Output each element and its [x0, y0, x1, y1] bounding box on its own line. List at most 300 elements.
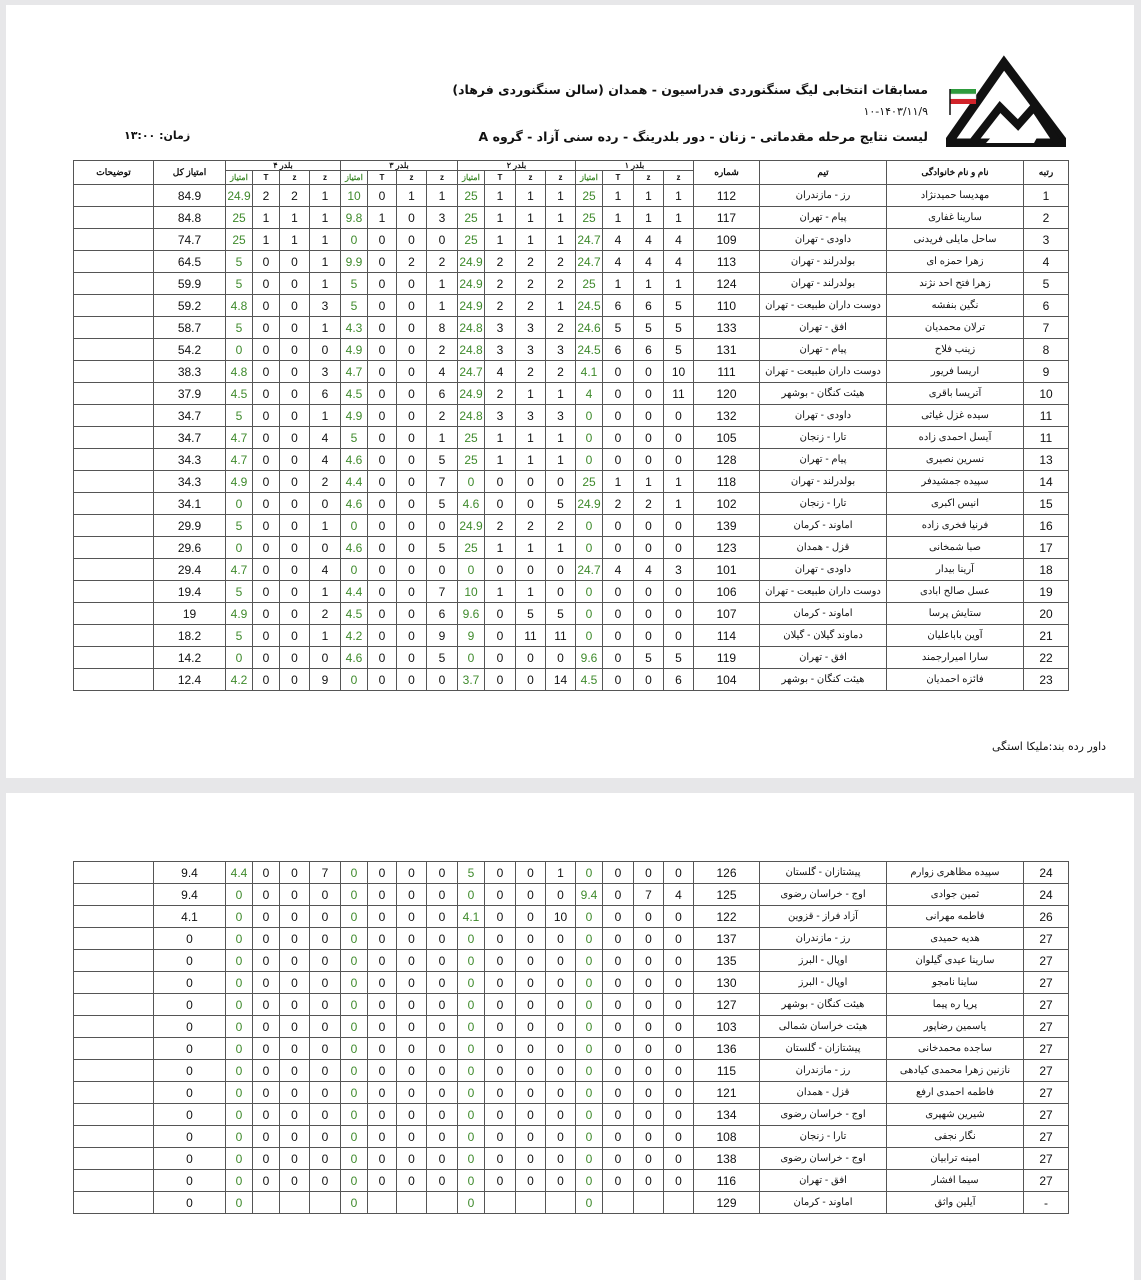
cell-b1-z: 0	[634, 972, 664, 994]
cell-number: 121	[694, 1082, 760, 1104]
cell-b1-z-attempts: 4	[664, 229, 694, 251]
cell-b4-z: 0	[280, 339, 310, 361]
cell-b2-score: 24.9	[458, 251, 485, 273]
cell-b2-t: 0	[485, 1082, 516, 1104]
cell-b1-z: 6	[634, 339, 664, 361]
cell-b3-z-attempts: 0	[427, 1060, 458, 1082]
cell-b2-z-attempts: 1	[546, 295, 576, 317]
cell-b2-z: 0	[516, 862, 546, 884]
cell-b4-t: 0	[253, 950, 280, 972]
cell-b4-z: 0	[280, 537, 310, 559]
cell-b2-z: 0	[516, 1016, 546, 1038]
cell-rank: 27	[1024, 1038, 1069, 1060]
cell-b1-z: 0	[634, 669, 664, 691]
cell-team: اوج - خراسان رضوی	[760, 1104, 887, 1126]
cell-b1-z-attempts: 0	[664, 625, 694, 647]
header-sub: امتیاز	[226, 171, 253, 185]
cell-b3-z: 0	[397, 317, 427, 339]
cell-b3-z-attempts: 7	[427, 581, 458, 603]
cell-b1-score: 0	[576, 1104, 603, 1126]
cell-total: 4.1	[154, 906, 226, 928]
cell-b4-t: 0	[253, 273, 280, 295]
cell-notes	[74, 295, 154, 317]
cell-b3-score: 0	[341, 1126, 368, 1148]
cell-b3-score: 10	[341, 185, 368, 207]
cell-b3-score: 0	[341, 1082, 368, 1104]
cell-b2-t: 0	[485, 471, 516, 493]
table-header-row	[74, 161, 1069, 171]
cell-b4-score: 0	[226, 1170, 253, 1192]
cell-b3-z: 0	[397, 1170, 427, 1192]
header-sub: امتیاز	[458, 171, 485, 185]
table-row	[74, 1104, 1069, 1126]
cell-b4-score: 4.9	[226, 603, 253, 625]
cell-b3-z-attempts: 1	[427, 295, 458, 317]
cell-b3-score: 0	[341, 229, 368, 251]
cell-b3-t: 0	[368, 317, 397, 339]
cell-total: 19.4	[154, 581, 226, 603]
cell-b1-t: 0	[603, 950, 634, 972]
cell-b3-z: 0	[397, 405, 427, 427]
cell-b1-z: 0	[634, 906, 664, 928]
cell-team: افق - تهران	[760, 317, 887, 339]
cell-b2-z-attempts: 1	[546, 537, 576, 559]
cell-b3-score: 0	[341, 972, 368, 994]
cell-b4-t: 0	[253, 994, 280, 1016]
cell-b2-z-attempts: 1	[546, 185, 576, 207]
cell-b3-z-attempts: 0	[427, 1170, 458, 1192]
cell-rank: 27	[1024, 972, 1069, 994]
cell-rank: 27	[1024, 1148, 1069, 1170]
cell-b3-score: 4.6	[341, 537, 368, 559]
table-row	[74, 515, 1069, 537]
cell-b1-t: 0	[603, 972, 634, 994]
cell-team: قزل - همدان	[760, 537, 887, 559]
cell-b1-z-attempts	[664, 1192, 694, 1214]
cell-b1-z-attempts: 3	[664, 559, 694, 581]
cell-b3-z-attempts: 0	[427, 669, 458, 691]
cell-b3-z: 0	[397, 449, 427, 471]
cell-number: 113	[694, 251, 760, 273]
cell-b1-z: 0	[634, 449, 664, 471]
cell-b1-score: 25	[576, 273, 603, 295]
cell-number: 122	[694, 906, 760, 928]
cell-b2-z: 0	[516, 669, 546, 691]
cell-b1-t: 0	[603, 647, 634, 669]
cell-b1-score: 0	[576, 862, 603, 884]
cell-b4-t: 0	[253, 1016, 280, 1038]
cell-b1-z-attempts: 11	[664, 383, 694, 405]
cell-b4-z-attempts: 0	[310, 537, 341, 559]
cell-b4-z-attempts: 0	[310, 1038, 341, 1060]
cell-b2-z: 0	[516, 1170, 546, 1192]
cell-rank: 5	[1024, 273, 1069, 295]
cell-b1-score: 24.7	[576, 251, 603, 273]
cell-name: سپیده جمشیدفر	[887, 471, 1024, 493]
cell-b4-score: 4.8	[226, 361, 253, 383]
cell-b3-score: 4.7	[341, 361, 368, 383]
cell-b3-t: 0	[368, 1082, 397, 1104]
cell-b1-t: 0	[603, 1038, 634, 1060]
page-title: مسابقات انتخابی لیگ سنگنوردی فدراسیون - همدان (سالن سنگنوردی فرهاد)	[452, 82, 928, 97]
cell-b1-z-attempts: 0	[664, 1038, 694, 1060]
cell-b2-z-attempts: 0	[546, 1126, 576, 1148]
cell-total: 34.3	[154, 471, 226, 493]
cell-team: قزل - همدان	[760, 1082, 887, 1104]
cell-b3-score: 4.2	[341, 625, 368, 647]
cell-b1-z-attempts: 0	[664, 972, 694, 994]
cell-b4-score: 0	[226, 1126, 253, 1148]
cell-number: 130	[694, 972, 760, 994]
cell-b4-score: 0	[226, 994, 253, 1016]
cell-b1-t: 0	[603, 669, 634, 691]
cell-number: 104	[694, 669, 760, 691]
header-sub: z	[546, 171, 576, 185]
cell-b4-z: 0	[280, 1060, 310, 1082]
cell-b2-z-attempts: 0	[546, 1082, 576, 1104]
cell-b1-t: 0	[603, 625, 634, 647]
cell-b3-score: 0	[341, 559, 368, 581]
cell-name: ترلان محمدیان	[887, 317, 1024, 339]
cell-b4-score: 4.2	[226, 669, 253, 691]
event-date: ۱۰-۱۴۰۳/۱۱/۹	[863, 105, 928, 118]
cell-b3-z-attempts: 0	[427, 515, 458, 537]
cell-b2-z-attempts: 14	[546, 669, 576, 691]
cell-number: 134	[694, 1104, 760, 1126]
cell-b3-t: 0	[368, 950, 397, 972]
cell-b2-t: 0	[485, 950, 516, 972]
cell-b2-score: 25	[458, 537, 485, 559]
cell-number: 101	[694, 559, 760, 581]
cell-b4-t: 0	[253, 537, 280, 559]
cell-b2-score: 0	[458, 1126, 485, 1148]
cell-team: هیئت کنگان - بوشهر	[760, 383, 887, 405]
cell-b1-z: 0	[634, 515, 664, 537]
cell-b3-z: 0	[397, 581, 427, 603]
cell-b2-z-attempts: 1	[546, 383, 576, 405]
cell-b2-score: 0	[458, 1148, 485, 1170]
cell-b3-z-attempts: 9	[427, 625, 458, 647]
cell-b4-z: 0	[280, 295, 310, 317]
cell-total: 74.7	[154, 229, 226, 251]
cell-b3-t: 0	[368, 1148, 397, 1170]
cell-b3-t: 0	[368, 581, 397, 603]
cell-name: ساجده محمدخانی	[887, 1038, 1024, 1060]
cell-rank: 8	[1024, 339, 1069, 361]
cell-b2-z: 11	[516, 625, 546, 647]
cell-b4-t: 1	[253, 207, 280, 229]
cell-b4-z-attempts: 7	[310, 862, 341, 884]
header-number: شماره	[694, 161, 760, 185]
cell-b1-score: 0	[576, 928, 603, 950]
cell-b1-t: 1	[603, 273, 634, 295]
cell-b1-score: 0	[576, 581, 603, 603]
cell-notes	[74, 515, 154, 537]
cell-b2-z: 0	[516, 471, 546, 493]
cell-b3-z-attempts: 0	[427, 559, 458, 581]
cell-b1-score: 0	[576, 950, 603, 972]
cell-b4-score: 0	[226, 884, 253, 906]
cell-b2-t: 0	[485, 603, 516, 625]
cell-b1-z: 0	[634, 603, 664, 625]
cell-name: نسرین نصیری	[887, 449, 1024, 471]
cell-b2-t: 3	[485, 339, 516, 361]
cell-b2-z-attempts: 1	[546, 207, 576, 229]
table-row	[74, 669, 1069, 691]
cell-b4-score: 0	[226, 1060, 253, 1082]
cell-b2-z: 1	[516, 537, 546, 559]
cell-b3-z-attempts: 1	[427, 427, 458, 449]
cell-b3-t: 0	[368, 251, 397, 273]
cell-b2-score: 0	[458, 928, 485, 950]
cell-rank: 27	[1024, 928, 1069, 950]
cell-b2-z: 2	[516, 361, 546, 383]
cell-b4-z-attempts: 0	[310, 647, 341, 669]
cell-b2-score: 0	[458, 1060, 485, 1082]
cell-number: 111	[694, 361, 760, 383]
cell-b1-z-attempts: 0	[664, 906, 694, 928]
cell-b3-z: 0	[397, 669, 427, 691]
cell-team: بولدرلند - تهران	[760, 273, 887, 295]
cell-team: رز - مازندران	[760, 1060, 887, 1082]
cell-number: 105	[694, 427, 760, 449]
cell-notes	[74, 207, 154, 229]
table-row	[74, 251, 1069, 273]
cell-b1-t: 0	[603, 427, 634, 449]
cell-b2-z-attempts: 0	[546, 1038, 576, 1060]
cell-b3-t: 0	[368, 361, 397, 383]
cell-b4-score: 0	[226, 339, 253, 361]
cell-rank: 17	[1024, 537, 1069, 559]
cell-team: بولدرلند - تهران	[760, 471, 887, 493]
table-row	[74, 1016, 1069, 1038]
cell-b1-z-attempts: 1	[664, 273, 694, 295]
cell-b4-score: 0	[226, 972, 253, 994]
cell-b3-score: 4.6	[341, 493, 368, 515]
cell-total: 18.2	[154, 625, 226, 647]
cell-team: آزاد فراز - قزوین	[760, 906, 887, 928]
cell-b4-z-attempts: 9	[310, 669, 341, 691]
cell-team: رز - مازندران	[760, 185, 887, 207]
cell-b2-z: 0	[516, 906, 546, 928]
cell-notes	[74, 317, 154, 339]
cell-b2-t: 0	[485, 1060, 516, 1082]
cell-notes	[74, 339, 154, 361]
cell-team: اوج - خراسان رضوی	[760, 1148, 887, 1170]
cell-total: 29.9	[154, 515, 226, 537]
cell-b2-z-attempts: 0	[546, 950, 576, 972]
cell-notes	[74, 361, 154, 383]
cell-b2-score: 0	[458, 559, 485, 581]
cell-b4-z-attempts: 6	[310, 383, 341, 405]
cell-b4-z: 0	[280, 603, 310, 625]
cell-b3-t: 0	[368, 229, 397, 251]
cell-b1-t: 0	[603, 1126, 634, 1148]
cell-b1-t: 0	[603, 405, 634, 427]
cell-notes	[74, 559, 154, 581]
cell-b1-score: 24.9	[576, 493, 603, 515]
cell-b4-z-attempts: 0	[310, 493, 341, 515]
cell-b3-score: 4.6	[341, 647, 368, 669]
table-row	[74, 1126, 1069, 1148]
cell-b4-z-attempts: 1	[310, 207, 341, 229]
cell-number: 123	[694, 537, 760, 559]
cell-b3-t: 0	[368, 1104, 397, 1126]
cell-b3-z-attempts: 0	[427, 1126, 458, 1148]
cell-b4-z-attempts: 0	[310, 1126, 341, 1148]
cell-b2-t: 0	[485, 669, 516, 691]
cell-team: دماوند گیلان - گیلان	[760, 625, 887, 647]
cell-b1-score: 24.6	[576, 317, 603, 339]
cell-b1-score: 25	[576, 207, 603, 229]
cell-b4-score: 5	[226, 515, 253, 537]
cell-number: 132	[694, 405, 760, 427]
cell-b3-z-attempts	[427, 1192, 458, 1214]
cell-total: 34.7	[154, 405, 226, 427]
cell-b3-score: 0	[341, 994, 368, 1016]
cell-b1-z: 0	[634, 537, 664, 559]
cell-team: دوست داران طبیعت - تهران	[760, 361, 887, 383]
cell-team: اوپال - البرز	[760, 950, 887, 972]
cell-b1-z-attempts: 5	[664, 647, 694, 669]
cell-rank: 18	[1024, 559, 1069, 581]
cell-rank: 27	[1024, 1016, 1069, 1038]
cell-notes	[74, 185, 154, 207]
cell-b1-z: 5	[634, 317, 664, 339]
cell-b3-score: 4.5	[341, 383, 368, 405]
cell-b4-t: 0	[253, 1082, 280, 1104]
cell-number: 138	[694, 1148, 760, 1170]
cell-number: 133	[694, 317, 760, 339]
cell-b3-score: 0	[341, 1192, 368, 1214]
cell-b3-z-attempts: 5	[427, 449, 458, 471]
cell-b1-t: 0	[603, 1082, 634, 1104]
cell-b4-z: 0	[280, 427, 310, 449]
cell-b3-z-attempts: 0	[427, 862, 458, 884]
cell-name: فائزه احمدیان	[887, 669, 1024, 691]
cell-b1-score: 0	[576, 449, 603, 471]
cell-b2-z: 0	[516, 884, 546, 906]
cell-b4-z: 0	[280, 950, 310, 972]
cell-b3-z: 0	[397, 906, 427, 928]
cell-b3-t: 0	[368, 669, 397, 691]
cell-b3-z-attempts: 5	[427, 537, 458, 559]
cell-name: سیما افشار	[887, 1170, 1024, 1192]
cell-b3-z: 0	[397, 427, 427, 449]
cell-b3-z-attempts: 0	[427, 1016, 458, 1038]
cell-name: مهدیسا حمیدنژاد	[887, 185, 1024, 207]
cell-b2-score: 0	[458, 1038, 485, 1060]
cell-number: 110	[694, 295, 760, 317]
cell-b3-z-attempts: 0	[427, 972, 458, 994]
cell-b3-z: 0	[397, 972, 427, 994]
cell-total: 84.9	[154, 185, 226, 207]
cell-rank: 27	[1024, 1060, 1069, 1082]
cell-name: فاطمه مهرانی	[887, 906, 1024, 928]
cell-b1-t: 0	[603, 537, 634, 559]
cell-b2-score: 24.7	[458, 361, 485, 383]
cell-b4-z: 0	[280, 1082, 310, 1104]
cell-b1-score: 0	[576, 603, 603, 625]
cell-b2-t: 0	[485, 862, 516, 884]
table-row	[74, 1038, 1069, 1060]
cell-number: 107	[694, 603, 760, 625]
cell-name: فاطمه احمدی ارفع	[887, 1082, 1024, 1104]
cell-b2-t: 1	[485, 581, 516, 603]
cell-notes	[74, 1148, 154, 1170]
cell-name: سپیده مظاهری زوارم	[887, 862, 1024, 884]
cell-b2-z-attempts: 0	[546, 471, 576, 493]
cell-b1-z: 0	[634, 1016, 664, 1038]
cell-number: 127	[694, 994, 760, 1016]
cell-b3-score: 5	[341, 427, 368, 449]
cell-b2-z-attempts: 0	[546, 1104, 576, 1126]
cell-b2-score: 25	[458, 427, 485, 449]
cell-name: یاسمین رضاپور	[887, 1016, 1024, 1038]
cell-b3-score: 0	[341, 1104, 368, 1126]
cell-notes	[74, 862, 154, 884]
cell-b4-z-attempts: 4	[310, 427, 341, 449]
cell-b3-z-attempts: 0	[427, 1148, 458, 1170]
cell-b1-z-attempts: 0	[664, 1082, 694, 1104]
cell-b2-z: 2	[516, 273, 546, 295]
cell-b4-z: 0	[280, 647, 310, 669]
cell-team: تارا - زنجان	[760, 1126, 887, 1148]
cell-total: 0	[154, 1104, 226, 1126]
cell-b3-z: 0	[397, 361, 427, 383]
cell-b4-z-attempts: 3	[310, 361, 341, 383]
cell-b1-score: 0	[576, 405, 603, 427]
cell-b2-t: 4	[485, 361, 516, 383]
cell-b2-z: 1	[516, 207, 546, 229]
header-notes: توضیحات	[74, 161, 154, 185]
header-name: نام و نام خانوادگی	[887, 161, 1024, 185]
cell-b1-score: 24.5	[576, 339, 603, 361]
cell-b3-z-attempts: 1	[427, 185, 458, 207]
cell-total: 84.8	[154, 207, 226, 229]
cell-b2-z-attempts: 11	[546, 625, 576, 647]
cell-name: عسل صالح ابادی	[887, 581, 1024, 603]
cell-b1-z-attempts: 0	[664, 427, 694, 449]
cell-b4-score: 4.9	[226, 471, 253, 493]
cell-b1-z: 0	[634, 405, 664, 427]
table-row	[74, 1060, 1069, 1082]
cell-b3-score: 0	[341, 1170, 368, 1192]
cell-b3-z-attempts: 2	[427, 405, 458, 427]
cell-name: سیده غزل غیاثی	[887, 405, 1024, 427]
cell-total: 38.3	[154, 361, 226, 383]
table-row	[74, 647, 1069, 669]
cell-b3-t: 0	[368, 1016, 397, 1038]
cell-b4-z: 0	[280, 1038, 310, 1060]
cell-b2-score: 0	[458, 994, 485, 1016]
cell-b3-t: 0	[368, 295, 397, 317]
cell-b2-t: 0	[485, 625, 516, 647]
cell-b1-score: 0	[576, 427, 603, 449]
cell-b3-t	[368, 1192, 397, 1214]
table-row	[74, 559, 1069, 581]
cell-b4-z: 0	[280, 449, 310, 471]
cell-b2-score: 3.7	[458, 669, 485, 691]
cell-b1-z: 0	[634, 928, 664, 950]
cell-b4-z-attempts: 0	[310, 1060, 341, 1082]
cell-b4-z-attempts: 1	[310, 317, 341, 339]
results-table-continued	[73, 861, 1069, 1214]
cell-total: 64.5	[154, 251, 226, 273]
cell-b3-score: 0	[341, 1016, 368, 1038]
cell-b4-z: 0	[280, 361, 310, 383]
cell-rank: 6	[1024, 295, 1069, 317]
